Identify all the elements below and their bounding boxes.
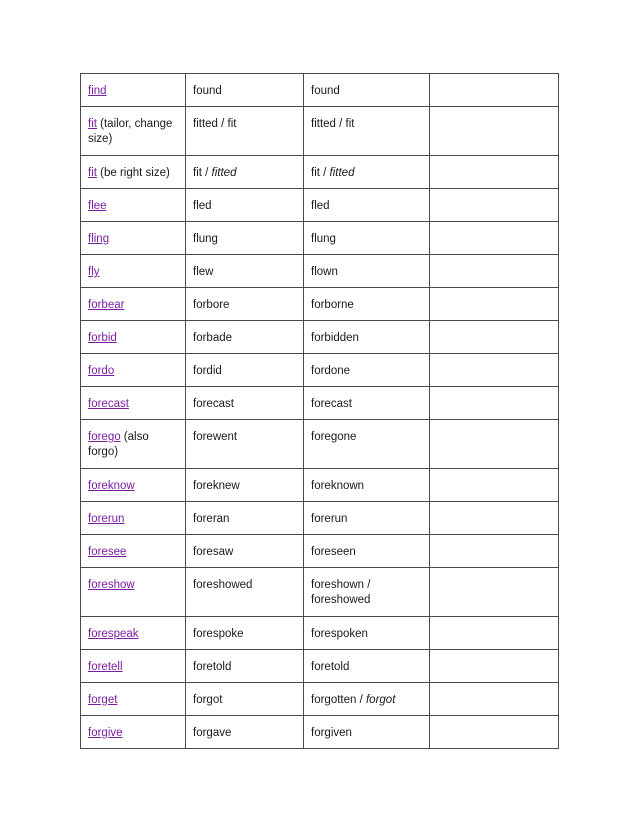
table-row: [81, 288, 559, 321]
past-text: foretold: [193, 661, 232, 673]
document-page: [80, 73, 558, 749]
empty-cell: [430, 502, 559, 535]
verb-cell: [81, 288, 186, 321]
past-cell: [186, 255, 304, 288]
verb-cell: [81, 650, 186, 683]
participle-text: forgotten /: [311, 694, 366, 706]
participle-text: fit /: [311, 167, 330, 179]
participle-text: fitted / fit: [311, 118, 355, 130]
past-cell: [186, 354, 304, 387]
empty-cell: [430, 420, 559, 469]
past-cell: [186, 420, 304, 469]
table-row: [81, 502, 559, 535]
participle-cell: [304, 387, 430, 420]
past-text: flew: [193, 266, 214, 278]
verb-note: (also forgo): [88, 431, 149, 458]
past-text: forespoke: [193, 628, 244, 640]
participle-text: foretold: [311, 661, 350, 673]
verb-link[interactable]: forego: [88, 431, 121, 443]
verb-link[interactable]: foresee: [88, 546, 127, 558]
verb-note: (be right size): [96, 167, 170, 179]
past-cell: [186, 535, 304, 568]
table-row: [81, 469, 559, 502]
verb-cell: [81, 420, 186, 469]
table-row: [81, 387, 559, 420]
past-italic-text: fitted: [211, 167, 237, 179]
participle-cell: [304, 222, 430, 255]
participle-cell: [304, 650, 430, 683]
table-row: [81, 420, 559, 469]
past-text: foreran: [193, 513, 230, 525]
table-row: [81, 222, 559, 255]
past-cell: [186, 107, 304, 156]
participle-cell: [304, 683, 430, 716]
empty-cell: [430, 321, 559, 354]
past-text: forbore: [193, 299, 230, 311]
empty-cell: [430, 288, 559, 321]
table-row: [81, 354, 559, 387]
participle-text: foregone: [311, 431, 357, 443]
table-row: [81, 650, 559, 683]
table-row: [81, 617, 559, 650]
table-row: [81, 683, 559, 716]
empty-cell: [430, 535, 559, 568]
empty-cell: [430, 469, 559, 502]
participle-cell: [304, 354, 430, 387]
verb-link[interactable]: foreshow: [88, 579, 135, 591]
past-text: forewent: [193, 431, 238, 443]
participle-text: found: [311, 85, 340, 97]
verb-link[interactable]: flee: [88, 200, 107, 212]
table-row: [81, 568, 559, 617]
participle-italic-text: forgot: [365, 694, 396, 706]
empty-cell: [430, 189, 559, 222]
past-text: forgave: [193, 727, 232, 739]
verb-cell: [81, 222, 186, 255]
past-text: flung: [193, 233, 218, 245]
participle-text: fordone: [311, 365, 351, 377]
participle-text: forborne: [311, 299, 354, 311]
participle-cell: [304, 502, 430, 535]
verb-cell: [81, 156, 186, 189]
empty-cell: [430, 387, 559, 420]
verb-note: (tailor, change size): [88, 118, 173, 145]
participle-cell: [304, 469, 430, 502]
participle-cell: [304, 535, 430, 568]
verb-cell: [81, 568, 186, 617]
past-cell: [186, 502, 304, 535]
verb-cell: [81, 354, 186, 387]
past-text: foreshowed: [193, 579, 253, 591]
past-cell: [186, 321, 304, 354]
verb-link[interactable]: fly: [88, 266, 100, 278]
verb-link[interactable]: foreknow: [88, 480, 135, 492]
table-row: [81, 716, 559, 749]
participle-text: flung: [311, 233, 336, 245]
table-row: [81, 189, 559, 222]
verb-cell: [81, 617, 186, 650]
verb-link[interactable]: forgive: [88, 727, 123, 739]
participle-text: foreshown / foreshowed: [311, 579, 371, 606]
verb-link[interactable]: fling: [88, 233, 110, 245]
verb-link[interactable]: forbear: [88, 299, 125, 311]
participle-cell: [304, 189, 430, 222]
participle-text: flown: [311, 266, 338, 278]
empty-cell: [430, 156, 559, 189]
verb-link[interactable]: forespeak: [88, 628, 139, 640]
participle-text: forgiven: [311, 727, 352, 739]
verb-cell: [81, 74, 186, 107]
past-cell: [186, 189, 304, 222]
verb-cell: [81, 321, 186, 354]
past-cell: [186, 469, 304, 502]
past-cell: [186, 222, 304, 255]
empty-cell: [430, 716, 559, 749]
participle-cell: [304, 420, 430, 469]
empty-cell: [430, 74, 559, 107]
past-text: foreknew: [193, 480, 240, 492]
past-text: fordid: [193, 365, 222, 377]
verb-link[interactable]: forget: [88, 694, 118, 706]
participle-cell: [304, 716, 430, 749]
table-row: [81, 107, 559, 156]
participle-cell: [304, 288, 430, 321]
past-cell: [186, 683, 304, 716]
verb-link[interactable]: fit: [88, 118, 97, 130]
past-text: found: [193, 85, 222, 97]
empty-cell: [430, 255, 559, 288]
participle-text: foreseen: [311, 546, 356, 558]
verb-link[interactable]: fit: [88, 167, 97, 179]
past-text: fitted / fit: [193, 118, 237, 130]
participle-cell: [304, 156, 430, 189]
past-cell: [186, 288, 304, 321]
verb-cell: [81, 535, 186, 568]
verb-cell: [81, 502, 186, 535]
participle-text: fled: [311, 200, 330, 212]
participle-cell: [304, 107, 430, 156]
table-row: [81, 74, 559, 107]
participle-text: forecast: [311, 398, 352, 410]
participle-cell: [304, 74, 430, 107]
table-row: [81, 321, 559, 354]
participle-italic-text: fitted: [329, 167, 355, 179]
empty-cell: [430, 568, 559, 617]
participle-cell: [304, 321, 430, 354]
table-row: [81, 535, 559, 568]
verb-cell: [81, 107, 186, 156]
verb-link[interactable]: find: [88, 85, 107, 97]
past-text: forecast: [193, 398, 234, 410]
past-text: forgot: [193, 694, 223, 706]
participle-cell: [304, 617, 430, 650]
participle-text: foreknown: [311, 480, 365, 492]
empty-cell: [430, 107, 559, 156]
past-cell: [186, 568, 304, 617]
past-text: foresaw: [193, 546, 234, 558]
verb-link[interactable]: fordo: [88, 365, 115, 377]
verb-cell: [81, 683, 186, 716]
table-row: [81, 255, 559, 288]
verb-link[interactable]: foretell: [88, 661, 123, 673]
past-text: fit /: [193, 167, 212, 179]
past-cell: [186, 617, 304, 650]
verb-cell: [81, 716, 186, 749]
empty-cell: [430, 354, 559, 387]
past-cell: [186, 716, 304, 749]
empty-cell: [430, 683, 559, 716]
verb-cell: [81, 387, 186, 420]
past-text: forbade: [193, 332, 233, 344]
empty-cell: [430, 222, 559, 255]
participle-cell: [304, 255, 430, 288]
participle-text: forerun: [311, 513, 348, 525]
participle-text: forespoken: [311, 628, 368, 640]
verb-cell: [81, 469, 186, 502]
participle-cell: [304, 568, 430, 617]
table-row: [81, 156, 559, 189]
irregular-verbs-table: [80, 73, 559, 749]
verb-link[interactable]: forecast: [88, 398, 129, 410]
past-cell: [186, 156, 304, 189]
verb-link[interactable]: forerun: [88, 513, 125, 525]
participle-text: forbidden: [311, 332, 359, 344]
verb-link[interactable]: forbid: [88, 332, 117, 344]
verb-cell: [81, 189, 186, 222]
empty-cell: [430, 650, 559, 683]
past-cell: [186, 74, 304, 107]
past-cell: [186, 387, 304, 420]
empty-cell: [430, 617, 559, 650]
verb-cell: [81, 255, 186, 288]
past-cell: [186, 650, 304, 683]
past-text: fled: [193, 200, 212, 212]
